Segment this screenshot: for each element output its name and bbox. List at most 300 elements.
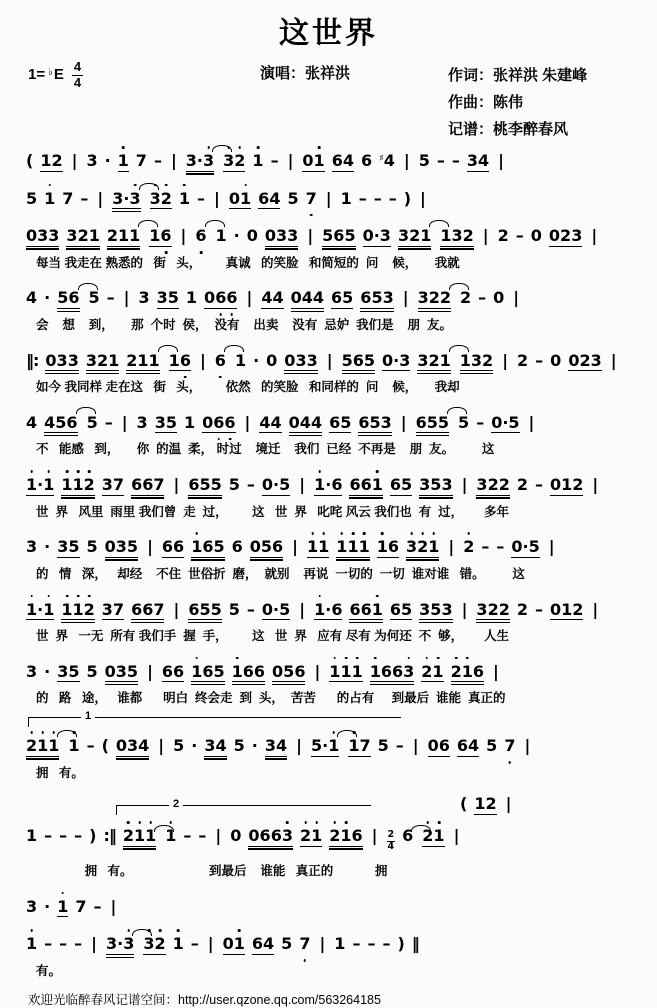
note-char <box>306 190 317 208</box>
note-glyph: 1 <box>371 475 383 495</box>
note-glyph: 0 <box>261 475 274 495</box>
note-char <box>191 538 202 556</box>
note-glyph: 7 <box>62 188 74 208</box>
note-glyph: 2 <box>463 537 475 557</box>
music-token <box>179 190 190 208</box>
note-glyph: – <box>395 735 404 755</box>
music-token <box>262 476 290 496</box>
music-token <box>80 190 88 208</box>
meter-change-number: 2 <box>387 829 395 841</box>
note-glyph: | <box>173 475 180 495</box>
note-char <box>416 414 427 432</box>
note-glyph: · <box>196 151 203 170</box>
note-glyph: 3 <box>86 151 98 170</box>
note-char <box>134 827 145 845</box>
note-char <box>314 601 325 619</box>
note-glyph: 1 <box>117 226 130 246</box>
note-glyph: 5 <box>418 151 430 170</box>
octave-dot-above <box>334 821 337 824</box>
music-token <box>223 152 245 172</box>
octave-dot-above <box>410 532 413 535</box>
music-token <box>157 289 179 309</box>
music-token <box>44 935 52 953</box>
note-glyph: 1 <box>234 350 247 370</box>
music-token <box>474 795 496 815</box>
note-char <box>211 476 222 494</box>
note-char <box>482 352 493 370</box>
note-char <box>370 414 381 432</box>
note-char <box>344 227 355 245</box>
note-glyph: ) <box>397 934 405 954</box>
note-glyph: 6 <box>68 288 80 308</box>
note-glyph: – <box>106 288 115 308</box>
barline <box>493 663 499 681</box>
note-char <box>352 663 363 681</box>
music-token <box>184 414 195 432</box>
note-glyph: 3 <box>470 350 483 370</box>
note-char <box>142 476 153 494</box>
note-char <box>511 538 522 556</box>
note-glyph: 6 <box>215 288 227 308</box>
music-token <box>94 898 102 916</box>
note-glyph: 1 <box>191 537 203 557</box>
barline <box>327 352 333 370</box>
barline <box>529 414 535 432</box>
note-char <box>276 227 287 245</box>
footer-link[interactable]: http://user.qzone.qq.com/563264185 <box>178 992 381 1007</box>
note-char <box>329 827 340 845</box>
music-token <box>186 152 214 172</box>
music-token <box>105 152 111 170</box>
note-char <box>488 476 499 494</box>
barline <box>448 538 454 556</box>
note-glyph: 2 <box>96 350 109 370</box>
note-glyph: 5 <box>310 735 323 755</box>
music-token <box>107 289 115 307</box>
music-line <box>26 404 657 442</box>
note-glyph: 5 <box>322 226 334 246</box>
note-char <box>122 414 128 432</box>
note-char <box>499 476 510 494</box>
note-glyph: 1 <box>61 475 73 495</box>
music-token <box>496 538 504 556</box>
note-glyph: – <box>80 188 89 208</box>
note-char <box>26 190 37 208</box>
note-char <box>340 827 351 845</box>
octave-dot-above <box>236 657 239 660</box>
note-char <box>215 827 221 845</box>
note-char <box>208 935 214 953</box>
note-glyph: 6 <box>472 661 484 681</box>
note-glyph: 3 <box>276 226 288 246</box>
note-glyph: 3 <box>417 350 429 370</box>
note-char <box>504 737 515 755</box>
note-glyph: 1 <box>117 151 129 170</box>
note-glyph: 2 <box>106 226 118 246</box>
note-char <box>229 601 240 619</box>
music-token <box>481 538 489 556</box>
footer-text: 欢迎光临醉春风记谱空间： <box>28 992 179 1007</box>
music-token <box>61 601 94 621</box>
note-glyph: 7 <box>112 599 125 619</box>
note-char <box>74 935 82 953</box>
music-token <box>45 352 78 372</box>
note-glyph: 4 <box>26 288 38 308</box>
note-glyph: 1 <box>37 735 49 755</box>
note-char <box>116 538 127 556</box>
composer-credit: 作曲：陈伟 <box>448 94 524 111</box>
note-glyph: · <box>273 475 280 495</box>
music-token <box>57 663 79 683</box>
note-glyph: 3 <box>115 537 127 557</box>
note-glyph: 3 <box>57 661 69 681</box>
note-glyph: – <box>59 934 68 954</box>
note-char <box>243 663 254 681</box>
note-glyph: 3 <box>57 537 69 557</box>
note-char <box>287 190 298 208</box>
music-token <box>504 737 515 755</box>
music-token <box>223 935 245 955</box>
note-glyph: · <box>322 735 329 755</box>
note-char <box>89 289 100 307</box>
note-char <box>26 827 37 845</box>
barline <box>498 152 504 170</box>
note-char <box>388 538 399 556</box>
note-glyph: 1 <box>26 599 38 619</box>
note-glyph: · <box>251 735 258 755</box>
note-char <box>478 152 489 170</box>
note-char <box>498 152 504 170</box>
note-char <box>138 737 149 755</box>
music-system <box>0 925 657 979</box>
octave-dot-above <box>315 821 318 824</box>
note-char <box>389 190 397 208</box>
note-char <box>549 227 560 245</box>
music-token <box>195 227 206 245</box>
music-token <box>68 737 79 755</box>
note-glyph: 1 <box>371 599 383 619</box>
note-char <box>232 538 243 556</box>
note-glyph: 6 <box>242 661 254 681</box>
note-char <box>137 352 148 370</box>
note-char <box>342 289 353 307</box>
note-glyph: 1 <box>561 475 573 495</box>
note-char <box>26 289 37 307</box>
note-glyph: 1 <box>108 350 120 370</box>
note-char <box>439 737 450 755</box>
tie-arc <box>158 345 178 352</box>
note-char <box>348 737 359 755</box>
note-char <box>234 152 245 170</box>
note-glyph: 1 <box>43 599 55 619</box>
note-glyph: 2 <box>83 599 95 619</box>
music-token <box>493 289 504 307</box>
note-glyph: ) <box>89 826 97 846</box>
note-char <box>62 190 73 208</box>
note-char <box>291 289 302 307</box>
note-char <box>142 601 153 619</box>
note-char <box>516 227 524 245</box>
barline <box>288 152 294 170</box>
note-char <box>381 414 392 432</box>
note-glyph: 1 <box>148 350 160 370</box>
key-prefix: 1= <box>28 66 46 84</box>
music-token <box>382 352 410 372</box>
note-char <box>204 289 215 307</box>
music-token <box>329 414 351 434</box>
note-glyph: 2 <box>485 794 497 814</box>
note-char <box>265 227 276 245</box>
note-glyph: 1 <box>340 661 352 681</box>
barline <box>72 152 78 170</box>
note-char <box>329 663 340 681</box>
music-token <box>457 737 479 757</box>
note-char <box>441 601 452 619</box>
note-glyph: 1 <box>129 226 141 246</box>
note-glyph: 0 <box>511 537 523 557</box>
note-glyph: 4 <box>299 412 311 432</box>
octave-dot-above <box>30 731 33 734</box>
note-char <box>109 827 116 845</box>
note-char <box>102 601 113 619</box>
note-glyph: 3 <box>101 599 113 619</box>
music-token <box>389 190 397 208</box>
music-token <box>329 827 362 847</box>
note-glyph: 6 <box>349 599 361 619</box>
note-glyph: 6 <box>131 599 143 619</box>
music-token <box>26 414 37 432</box>
note-glyph: 2 <box>498 599 510 619</box>
octave-dot-above <box>427 821 430 824</box>
note-char <box>463 227 474 245</box>
note-char <box>430 601 441 619</box>
repeat-sign <box>26 352 38 370</box>
lyric-line: 的 情 深， 却经 不住 世俗折 磨， 就别 再说 一切的 一切 谁对谁 错。 这 <box>36 566 525 581</box>
note-char <box>213 414 224 432</box>
barline <box>592 601 598 619</box>
octave-dot-above <box>170 821 173 824</box>
note-glyph: | <box>548 537 555 557</box>
octave-dot-above <box>30 595 33 598</box>
note-char <box>59 935 67 953</box>
music-line <box>26 727 657 765</box>
note-char <box>517 352 528 370</box>
note-glyph: 6 <box>195 226 207 246</box>
note-glyph: | <box>412 735 419 755</box>
music-token <box>173 737 184 755</box>
octave-dot-above <box>66 470 69 473</box>
note-glyph: – <box>382 934 391 954</box>
note-glyph: 0 <box>246 226 258 246</box>
note-char <box>396 737 404 755</box>
music-line <box>26 528 657 566</box>
note-glyph: 5 <box>260 537 273 557</box>
note-glyph: 4 <box>468 735 480 755</box>
repeat-sign <box>412 935 419 953</box>
note-char <box>250 538 261 556</box>
note-char <box>568 352 579 370</box>
note-char <box>153 601 164 619</box>
music-token <box>281 935 292 953</box>
note-char <box>89 827 96 845</box>
note-char <box>452 152 460 170</box>
note-char <box>420 227 431 245</box>
note-glyph: | <box>528 412 535 432</box>
note-glyph: | <box>121 412 128 432</box>
note-char <box>318 538 329 556</box>
note-char <box>493 663 499 681</box>
octave-dot-above <box>318 595 321 598</box>
note-glyph: 4 <box>383 151 395 170</box>
note-glyph: 2 <box>428 350 440 370</box>
music-token <box>44 414 77 434</box>
note-char <box>378 737 389 755</box>
note-char <box>173 737 184 755</box>
note-glyph: 2 <box>234 151 246 170</box>
music-system <box>0 709 657 781</box>
note-char <box>331 476 342 494</box>
note-char <box>198 827 206 845</box>
note-glyph: 4 <box>312 288 325 308</box>
barline <box>173 476 179 494</box>
music-token <box>112 190 140 210</box>
note-char <box>44 538 50 556</box>
note-glyph: 3 <box>37 226 49 246</box>
music-system <box>0 789 657 880</box>
note-glyph: | <box>402 288 409 308</box>
note-glyph: – <box>373 188 382 208</box>
lyric-line: 有。 <box>36 963 62 978</box>
note-char <box>118 227 129 245</box>
note-char <box>173 935 184 953</box>
note-char <box>102 737 109 755</box>
note-glyph: 1 <box>72 475 84 495</box>
note-char <box>341 190 352 208</box>
music-token <box>118 152 129 172</box>
note-char <box>162 663 173 681</box>
note-char <box>454 827 460 845</box>
note-char <box>322 227 333 245</box>
note-glyph: 5 <box>342 288 354 308</box>
note-char <box>253 352 259 370</box>
note-glyph: 2 <box>462 226 474 246</box>
note-char <box>252 737 258 755</box>
note-char <box>202 538 213 556</box>
note-char <box>200 352 206 370</box>
note-glyph: 3 <box>223 151 235 170</box>
note-char <box>440 289 451 307</box>
note-char <box>307 227 313 245</box>
barline <box>124 289 130 307</box>
note-glyph: 3 <box>101 475 113 495</box>
note-glyph: 6 <box>142 475 154 495</box>
music-token <box>370 663 415 683</box>
note-glyph: 5 <box>210 475 222 495</box>
music-token <box>229 190 251 210</box>
note-glyph: – <box>44 934 53 954</box>
music-token <box>322 227 355 247</box>
note-glyph: 6 <box>259 826 271 846</box>
note-glyph: 6 <box>331 288 343 308</box>
note-glyph: 6 <box>294 661 306 681</box>
note-glyph: 5 <box>426 412 438 432</box>
barline <box>181 227 187 245</box>
note-char <box>223 152 234 170</box>
barline <box>245 414 251 432</box>
note-glyph: 1 <box>26 826 38 846</box>
note-char <box>288 152 294 170</box>
note-glyph: | <box>147 661 153 681</box>
note-char <box>247 476 255 494</box>
note-glyph: 7 <box>112 475 125 495</box>
music-line <box>26 817 657 863</box>
note-glyph: 7 <box>359 735 371 755</box>
note-glyph: 5 <box>86 537 98 557</box>
note-glyph: | <box>287 151 294 170</box>
music-token <box>149 227 171 247</box>
octave-dot-above <box>341 532 344 535</box>
note-char <box>162 538 173 556</box>
note-char <box>78 227 89 245</box>
note-char <box>592 476 598 494</box>
music-token <box>352 935 360 953</box>
note-glyph: 6 <box>392 661 404 681</box>
note-glyph: 5 <box>228 475 240 495</box>
note-glyph: 1 <box>313 151 325 170</box>
note-char <box>199 601 210 619</box>
score-body <box>0 138 657 980</box>
music-token <box>232 538 243 556</box>
music-token <box>302 152 324 172</box>
singer-credit: 演唱：张祥洪 <box>260 65 351 82</box>
note-char <box>126 352 137 370</box>
note-char <box>300 414 311 432</box>
music-token <box>531 227 542 245</box>
note-glyph: 2 <box>497 226 509 246</box>
note-char <box>370 663 381 681</box>
tie-arc <box>411 825 431 832</box>
note-char <box>419 152 430 170</box>
note-glyph: · <box>253 350 260 370</box>
music-token <box>57 289 79 309</box>
note-glyph: 1 <box>334 934 346 954</box>
note-char <box>26 352 33 370</box>
note-glyph: ♯ <box>379 153 384 164</box>
note-char <box>26 935 37 953</box>
note-char <box>448 538 454 556</box>
note-glyph: 5 <box>279 599 291 619</box>
note-glyph: 4 <box>261 288 273 308</box>
music-token <box>261 289 283 309</box>
octave-dot-above <box>183 184 186 187</box>
barline <box>122 414 128 432</box>
note-char <box>452 227 463 245</box>
note-char <box>353 352 364 370</box>
music-token <box>154 152 162 170</box>
note-char <box>311 737 322 755</box>
note-char <box>116 663 127 681</box>
music-token <box>105 414 113 432</box>
note-char <box>202 663 213 681</box>
note-glyph: 2 <box>409 226 421 246</box>
note-char <box>68 737 79 755</box>
note-glyph: 2 <box>572 475 584 495</box>
note-char <box>86 152 97 170</box>
note-glyph: 6 <box>188 599 200 619</box>
music-token <box>57 538 79 558</box>
note-glyph: 2 <box>299 826 312 846</box>
note-glyph: 1 <box>314 475 326 495</box>
